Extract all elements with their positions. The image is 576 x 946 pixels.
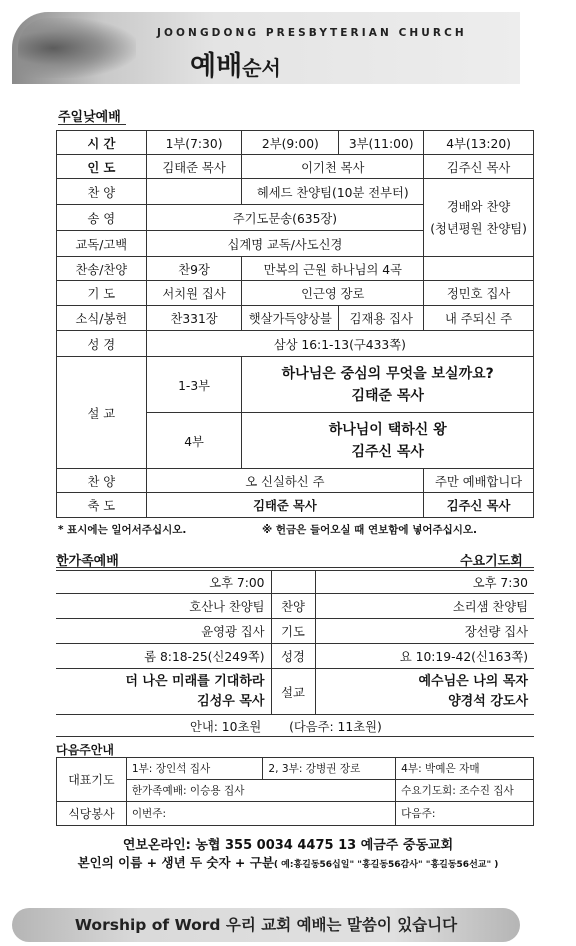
- time-cell: 오후 7:00: [56, 571, 271, 594]
- time-cell: 4부(13:20): [424, 131, 534, 155]
- time-cell: 오후 7:30: [315, 571, 534, 594]
- next-week-heading: 다음주안내: [56, 743, 114, 757]
- rep-prayer-cell: 2, 3부: 강병권 장로: [263, 758, 396, 780]
- closing-hymn-label: * 찬 양: [57, 469, 147, 493]
- time-cell: 2부(9:00): [242, 131, 339, 155]
- side-praise-cell: 경배와 찬양 (청년평원 찬양팀): [424, 179, 534, 257]
- online-offering-account: 연보온라인: 농협 355 0034 4475 13 예금주 중동교회: [122, 838, 454, 853]
- page-title: 예배순서: [190, 51, 281, 82]
- closing-hymn-cell: 주만 예배합니다: [424, 469, 534, 493]
- heading-underline: [58, 124, 126, 125]
- meal-this-week: 이번주:: [126, 802, 395, 826]
- stand-note: * 표시에는 일어서주십시오.: [58, 524, 187, 536]
- praise-cell: 헤세드 찬양팀(10분 전부터): [242, 179, 424, 205]
- table-row: [56, 644, 534, 669]
- table-row: [57, 306, 534, 331]
- praise-cell: 소리샘 찬양팀: [315, 594, 534, 619]
- table-row: [57, 281, 534, 306]
- empty-cell: [146, 179, 242, 205]
- praise-label: 찬 양: [57, 179, 147, 205]
- rep-prayer-label: 대표기도: [57, 758, 127, 802]
- online-offering-instructions: 본인의 이름 + 생년 두 숫자 + 구분( 예:홍길동56십일" "홍길동56감사" "홍길동56선교" ): [77, 855, 499, 870]
- table-row: [56, 669, 534, 715]
- table-row: [57, 493, 534, 518]
- scripture-cell: 요 10:19-42(신163쪽): [315, 644, 534, 669]
- scripture-label: 성 경: [57, 331, 147, 357]
- worship-label: * 송 영: [57, 205, 147, 231]
- table-row: [56, 619, 534, 644]
- table-row: [57, 469, 534, 493]
- family-order-table: [56, 570, 534, 737]
- section-divider: [56, 567, 534, 568]
- prayer-label: 기 도: [57, 281, 147, 306]
- footer-banner: Worship of Word 우리 교회 예배는 말씀이 있습니다: [12, 908, 520, 942]
- leader-cell: 김주신 목사: [424, 155, 534, 179]
- rep-prayer-cell: 1부: 장인석 집사: [126, 758, 263, 780]
- prayer-cell: 윤영광 집사: [56, 619, 271, 644]
- news-cell: 김재용 집사: [339, 306, 424, 331]
- scripture-cell: 삼상 16:1-13(구433쪽): [146, 331, 533, 357]
- sermon-part: 4부: [146, 413, 242, 469]
- prayer-cell: 장선량 집사: [315, 619, 534, 644]
- offering-note: ※ 헌금은 들어오실 때 연보함에 넣어주십시오.: [262, 524, 478, 536]
- table-row: [57, 357, 534, 413]
- sunday-service-heading: 주일낮예배: [58, 110, 121, 125]
- sermon-cell: 하나님이 택하신 왕 김주신 목사: [242, 413, 534, 469]
- scripture-label: 성경: [271, 644, 315, 669]
- meal-next-week: 다음주:: [396, 802, 534, 826]
- scripture-cell: 롬 8:18-25(신249쪽): [56, 644, 271, 669]
- hymn-label: 찬송/찬양: [57, 257, 147, 281]
- time-label: 시 간: [57, 131, 147, 155]
- empty-cell: [271, 571, 315, 594]
- worship-cell: 주기도문송(635장): [146, 205, 423, 231]
- news-cell: 햇살가득양상블: [242, 306, 339, 331]
- sermon-label: 설 교: [57, 357, 147, 469]
- family-service-heading: 한가족예배: [56, 554, 119, 569]
- leader-cell: 이기천 목사: [242, 155, 424, 179]
- church-name-english: JOONGDONG PRESBYTERIAN CHURCH: [157, 27, 467, 39]
- table-row: [56, 715, 534, 737]
- confess-label: * 교독/고백: [57, 231, 147, 257]
- sermon-cell: 예수님은 나의 목자 양경석 강도사: [315, 669, 534, 715]
- praise-cell: 호산나 찬양팀: [56, 594, 271, 619]
- sermon-cell: 하나님은 중심의 무엇을 보실까요? 김태준 목사: [242, 357, 534, 413]
- wednesday-heading: 수요기도회: [460, 554, 523, 569]
- decorative-pen-image: [18, 18, 136, 78]
- prayer-label: 기도: [271, 619, 315, 644]
- time-cell: 3부(11:00): [339, 131, 424, 155]
- hymn-cell: 찬9장: [146, 257, 242, 281]
- sunday-order-table: [56, 130, 534, 518]
- benediction-cell: 김주신 목사: [424, 493, 534, 518]
- benediction-label: * 축 도: [57, 493, 147, 518]
- table-row: [57, 131, 534, 155]
- benediction-cell: 김태준 목사: [146, 493, 423, 518]
- empty-cell: [424, 257, 534, 281]
- closing-hymn-cell: 오 신실하신 주: [146, 469, 423, 493]
- table-row: [57, 780, 534, 802]
- guide-cell: 안내: 10초원 (다음주: 11초원): [56, 715, 534, 737]
- sermon-part: 1-3부: [146, 357, 242, 413]
- sermon-label: 설교: [271, 669, 315, 715]
- news-cell: 찬331장: [146, 306, 242, 331]
- next-week-table: [56, 757, 534, 826]
- leader-label: 인 도: [57, 155, 147, 179]
- table-row: [57, 179, 534, 205]
- rep-prayer-cell: 4부: 박예은 자매: [396, 758, 534, 780]
- rep-prayer-cell: 한가족예배: 이승용 집사: [126, 780, 395, 802]
- table-row: [57, 257, 534, 281]
- prayer-cell: 정민호 집사: [424, 281, 534, 306]
- prayer-cell: 인근영 장로: [242, 281, 424, 306]
- news-label: 소식/봉헌: [57, 306, 147, 331]
- hymn-cell: 만복의 근원 하나님의 4곡: [242, 257, 424, 281]
- table-row: [56, 594, 534, 619]
- table-row: [57, 155, 534, 179]
- rep-prayer-cell: 수요기도회: 조수진 집사: [396, 780, 534, 802]
- table-row: [56, 571, 534, 594]
- meal-service-label: 식당봉사: [57, 802, 127, 826]
- leader-cell: 김태준 목사: [146, 155, 242, 179]
- table-row: [57, 758, 534, 780]
- praise-label: 찬양: [271, 594, 315, 619]
- table-row: [57, 802, 534, 826]
- news-cell: 내 주되신 주: [424, 306, 534, 331]
- confess-cell: 십계명 교독/사도신경: [146, 231, 423, 257]
- prayer-cell: 서치원 집사: [146, 281, 242, 306]
- time-cell: 1부(7:30): [146, 131, 242, 155]
- table-row: [57, 331, 534, 357]
- sermon-cell: 더 나은 미래를 기대하라 김성우 목사: [56, 669, 271, 715]
